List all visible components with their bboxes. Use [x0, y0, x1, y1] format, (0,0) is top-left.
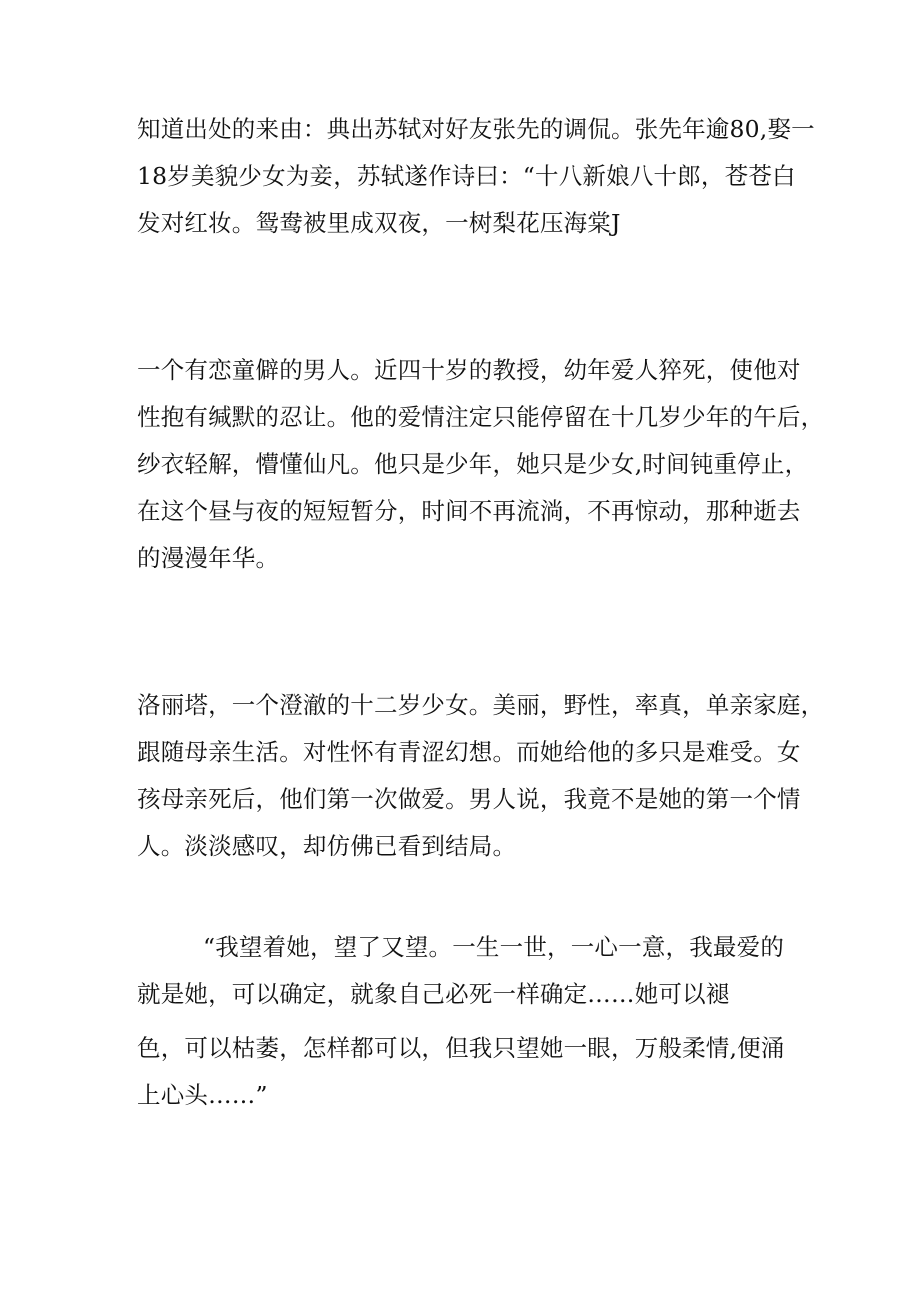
- paragraph-3-line-1: 洛丽塔，一个澄澈的十二岁少女。美丽，野性，率真，单亲家庭，: [137, 691, 825, 719]
- paragraph-2-line-3: 纱衣轻解，懵懂仙凡。他只是少年，她只是少女,时间钝重停止，: [137, 450, 809, 478]
- paragraph-4-line-1: “我望着她，望了又望。一生一世，一心一意，我最爱的: [203, 933, 785, 961]
- paragraph-1-line-2: 18岁美貌少女为妾，苏轼遂作诗曰：“十八新娘八十郎，苍苍白: [137, 162, 796, 190]
- paragraph-3-line-3: 孩母亲死后，他们第一次做爱。男人说，我竟不是她的第一个情: [137, 785, 801, 813]
- paragraph-2-line-2: 性抱有缄默的忍让。他的爱情注定只能停留在十几岁少年的午后，: [137, 403, 825, 431]
- paragraph-2-line-4: 在这个昼与夜的短短暂分，时间不再流淌，不再惊动，那种逝去: [137, 497, 801, 525]
- paragraph-3-line-4: 人。淡淡感叹，却仿佛已看到结局。: [137, 832, 517, 860]
- paragraph-4-line-2: 就是她，可以确定，就象自己必死一样确定……她可以褪: [137, 980, 730, 1008]
- paragraph-2-line-5: 的漫漫年华。: [137, 544, 280, 572]
- paragraph-2-line-1: 一个有恋童僻的男人。近四十岁的教授，幼年爱人猝死，使他对: [137, 356, 801, 384]
- paragraph-3-line-2: 跟随母亲生活。对性怀有青涩幻想。而她给他的多只是难受。女: [137, 738, 801, 766]
- paragraph-1-line-1: 知道出处的来由：典出苏轼对好友张先的调侃。张先年逾80,娶一: [137, 115, 815, 143]
- paragraph-1-line-3: 发对红妆。鸳鸯被里成双夜，一树梨花压海棠J: [137, 209, 621, 237]
- paragraph-4-line-4: 上心头……”: [137, 1081, 268, 1109]
- paragraph-4-line-3: 色，可以枯萎，怎样都可以，但我只望她一眼，万般柔情,便涌: [137, 1034, 785, 1062]
